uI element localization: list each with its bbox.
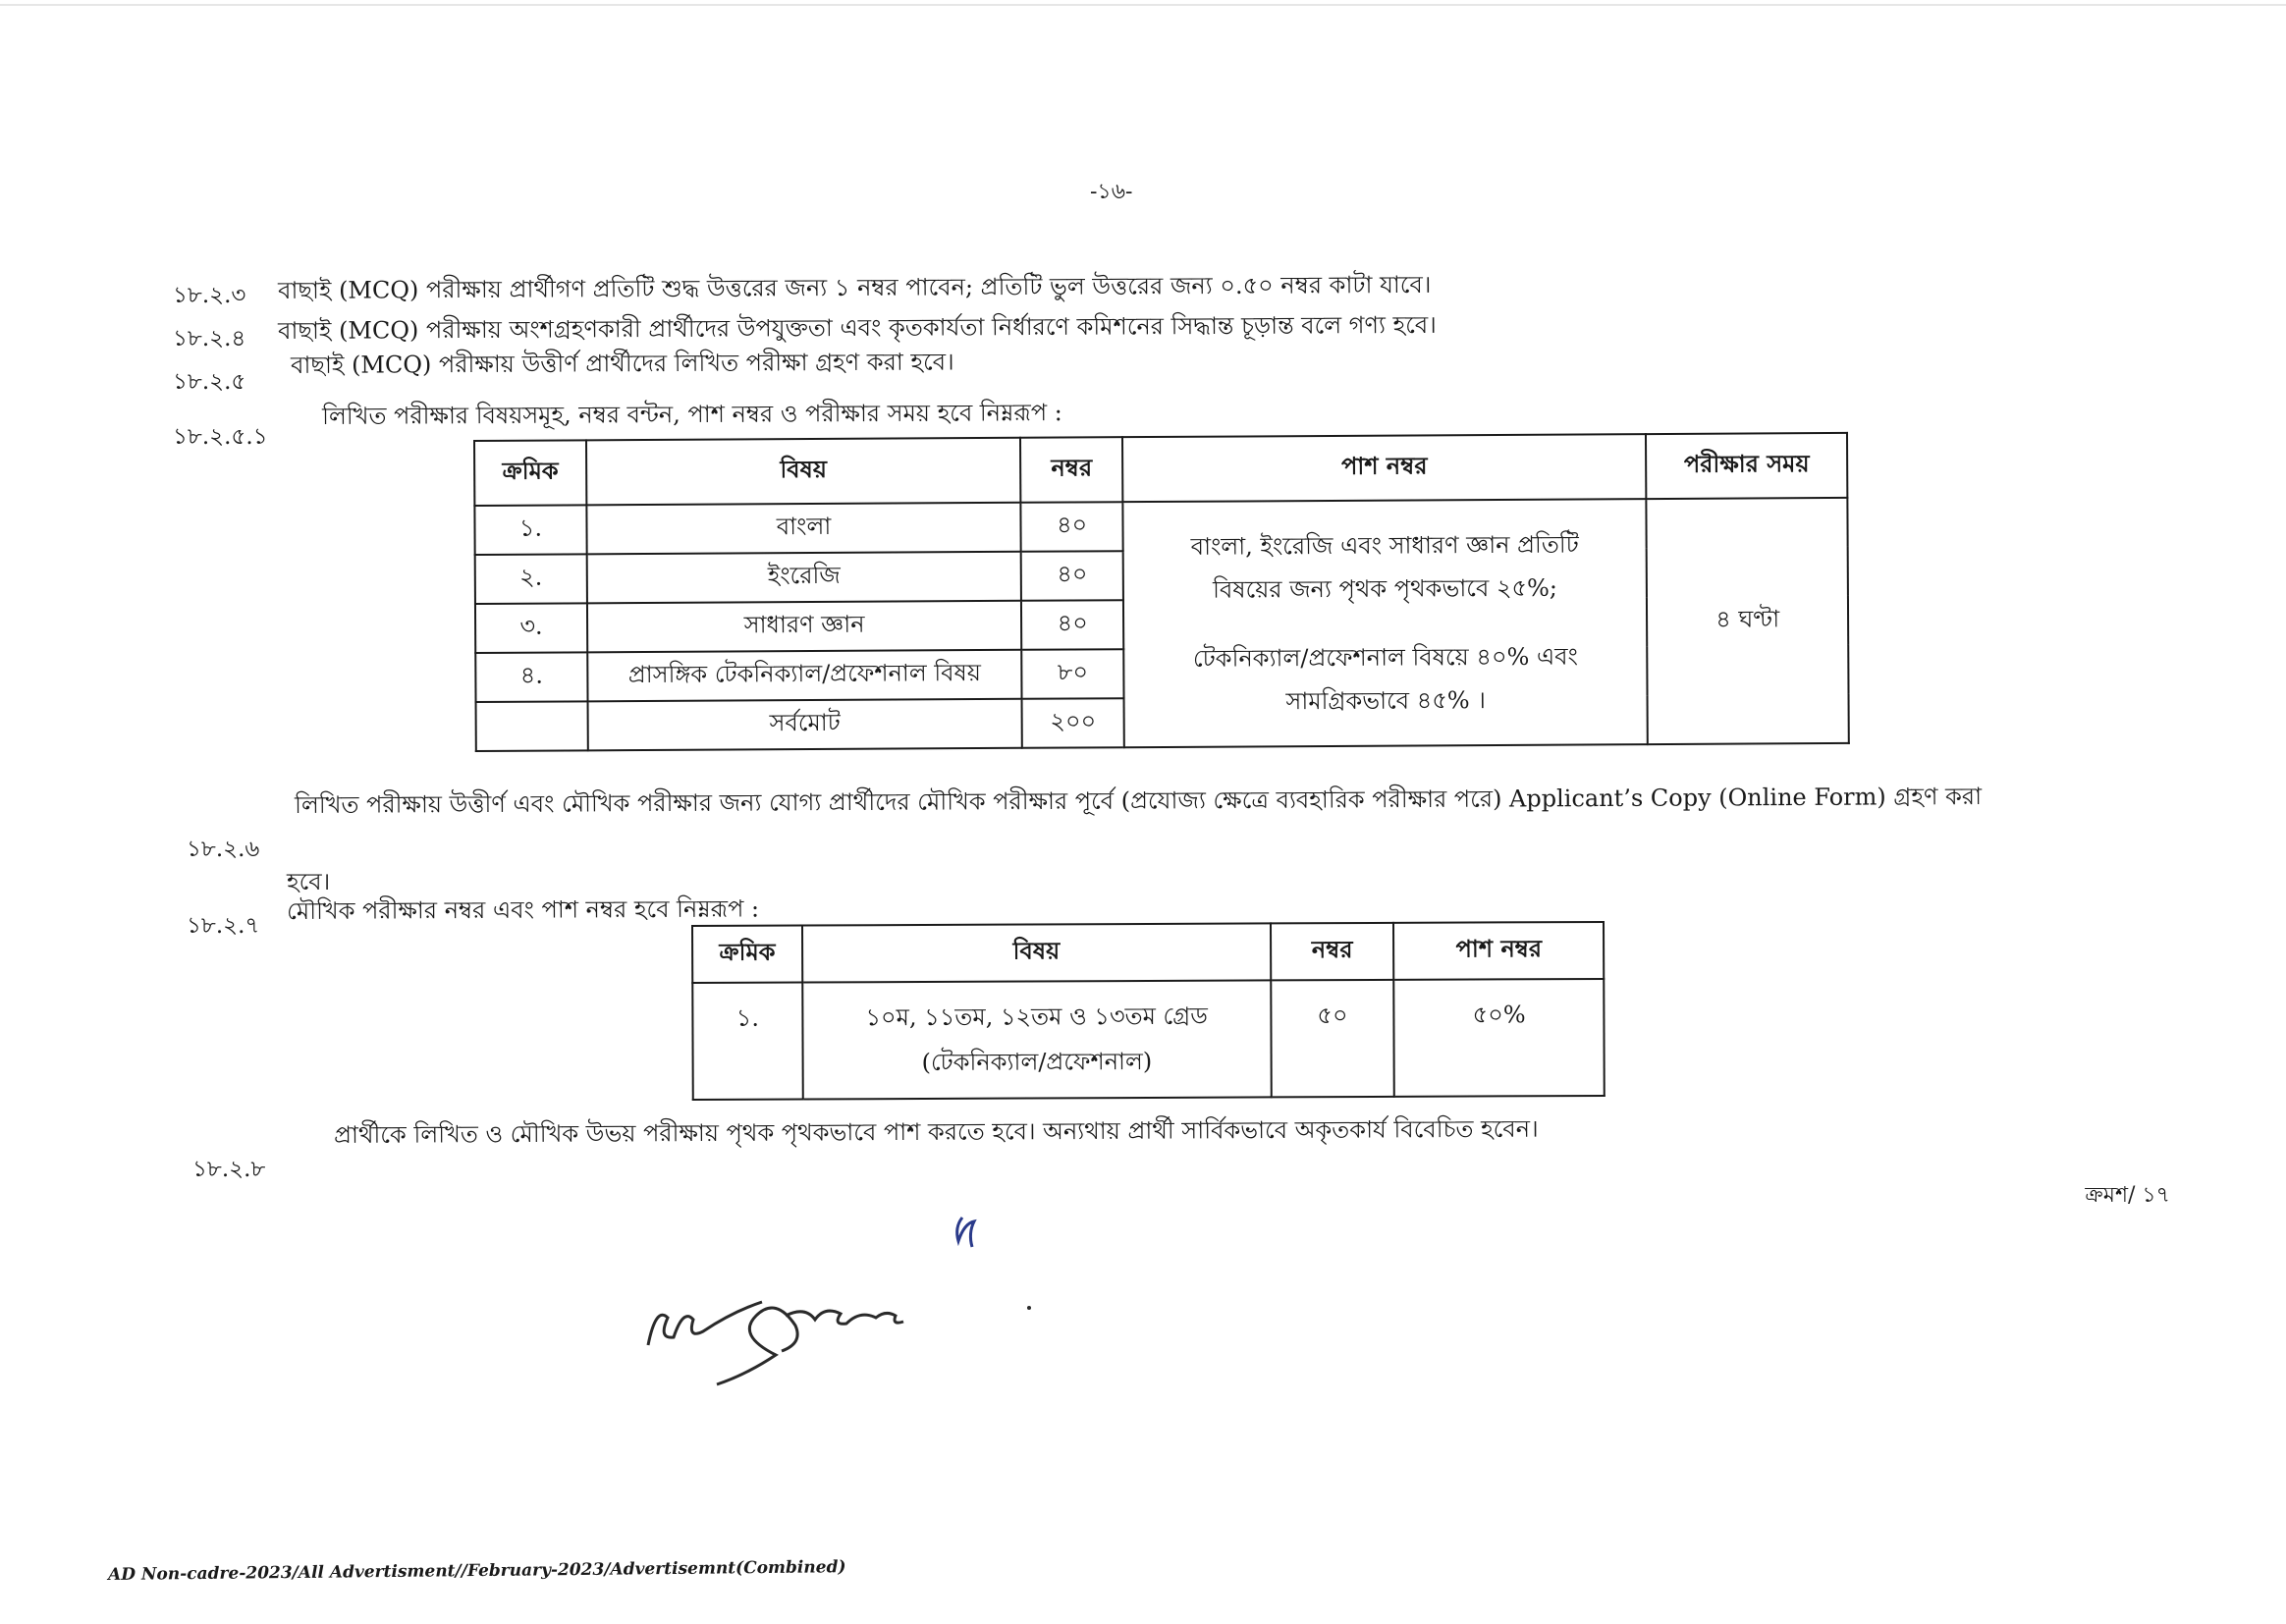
- item-number: ১৮.২.৩: [173, 283, 246, 308]
- item-number: ১৮.২.৭: [187, 913, 260, 939]
- handwritten-signature: [628, 1198, 1041, 1394]
- marks-cell: ৮০: [1021, 649, 1123, 699]
- item-text: বাছাই (MCQ) পরীক্ষায় প্রার্থীগণ প্রতিটি শুদ্ধ উত্তরের জন্য ১ নম্বর পাবেন; প্রতিটি ভুল উত্তরের জন্য ০.৫০ নম্বর কাটা যাবে।: [278, 270, 1432, 304]
- exam-time-cell: ৪ ঘণ্টা: [1647, 498, 1849, 744]
- header-pass-marks: পাশ নম্বর: [1122, 434, 1647, 502]
- item-text: বাছাই (MCQ) পরীক্ষায় অংশগ্রহণকারী প্রার্থীদের উপযুক্ততা এবং কৃতকার্যতা নির্ধারণে কমিশনের সিদ্ধান্ত চূড়ান্ত বলে গণ্য হবে।: [278, 310, 1437, 345]
- item-number: ১৮.২.৫.১: [173, 424, 268, 450]
- item-number: ১৮.২.৪: [173, 326, 246, 352]
- pass-line: টেকনিক্যাল/প্রফেশনাল বিষয়ে ৪০% এবং: [1192, 642, 1579, 673]
- marks-cell: ৪০: [1021, 502, 1123, 552]
- item-number: ১৮.২.৫: [173, 369, 246, 395]
- subject-cell: সাধারণ জ্ঞান: [587, 601, 1022, 653]
- viva-exam-table: [691, 921, 1606, 1101]
- item-text: মৌখিক পরীক্ষার নম্বর এবং পাশ নম্বর হবে নিম্নরূপ :: [287, 894, 760, 925]
- subject-cell: [802, 980, 1271, 1099]
- item-text: লিখিত পরীক্ষার বিষয়সমূহ, নম্বর বন্টন, পাশ নম্বর ও পরীক্ষার সময় হবে নিম্নরূপ :: [322, 399, 1062, 430]
- header-pass-marks: পাশ নম্বর: [1393, 922, 1604, 980]
- page-top-edge: [0, 4, 2286, 6]
- table-header-row: [692, 922, 1604, 983]
- written-exam-table: [473, 432, 1850, 752]
- serial-cell: ৪.: [475, 652, 587, 702]
- table-row: [692, 979, 1605, 1100]
- subject-line: (টেকনিক্যাল/প্রফেশনাল): [921, 1047, 1153, 1076]
- item-text: লিখিত পরীক্ষায় উত্তীর্ণ এবং মৌখিক পরীক্ষার জন্য যোগ্য প্রার্থীদের মৌখিক পরীক্ষার পূর্বে (প্রযোজ্য ক্ষেত্রে ব্যবহারিক পরীক্ষার পরে) Applicant’s Copy (Online Form) গ্রহণ করা: [295, 783, 1983, 819]
- pass-line: সামগ্রিকভাবে ৪৫% ।: [1285, 686, 1486, 716]
- page-number: -১৬-: [1090, 180, 1133, 204]
- header-serial: ক্রমিক: [692, 926, 802, 983]
- table-row: [474, 498, 1847, 555]
- serial-cell: ৩.: [475, 603, 587, 653]
- marks-cell: ৪০: [1021, 600, 1123, 650]
- pass-line: বিষয়ের জন্য পৃথক পৃথকভাবে ২৫%;: [1213, 573, 1558, 604]
- serial-cell: ১.: [474, 505, 586, 555]
- item-text: প্রার্থীকে লিখিত ও মৌখিক উভয় পরীক্ষায় পৃথক পৃথকভাবে পাশ করতে হবে। অন্যথায় প্রার্থী সার্বিকভাবে অকৃতকার্য বিবেচিত হবেন।: [334, 1114, 1539, 1149]
- pass-line: বাংলা, ইংরেজি এবং সাধারণ জ্ঞান প্রতিটি: [1190, 530, 1579, 561]
- header-subject: বিষয়: [586, 438, 1021, 506]
- subject-cell: প্রাসঙ্গিক টেকনিক্যাল/প্রফেশনাল বিষয়: [587, 650, 1022, 702]
- total-marks-cell: ২০০: [1022, 698, 1124, 748]
- serial-cell: ২.: [475, 554, 587, 604]
- continued-note: ক্রমশ/ ১৭: [2085, 1183, 2170, 1208]
- table-header-row: [474, 433, 1847, 506]
- marks-cell: ৫০: [1271, 980, 1394, 1098]
- pass-marks-cell: ৫০%: [1394, 979, 1605, 1097]
- header-exam-time: পরীক্ষার সময়: [1646, 433, 1847, 499]
- header-marks: নম্বর: [1020, 437, 1122, 503]
- serial-cell: [476, 701, 588, 751]
- item-number: ১৮.২.৬: [187, 837, 260, 862]
- item-number: ১৮.২.৮: [192, 1157, 266, 1182]
- item-text: হবে।: [287, 868, 331, 895]
- total-label-cell: সর্বমোট: [587, 699, 1022, 751]
- subject-cell: বাংলা: [586, 503, 1021, 555]
- footer-reference: AD Non-cadre-2023/All Advertisment//February-2023/Advertisemnt(Combined): [108, 1557, 846, 1585]
- serial-cell: ১.: [692, 983, 802, 1100]
- header-subject: বিষয়: [802, 923, 1271, 982]
- header-marks: নম্বর: [1271, 923, 1394, 981]
- item-text: বাছাই (MCQ) পরীক্ষায় উত্তীর্ণ প্রার্থীদের লিখিত পরীক্ষা গ্রহণ করা হবে।: [291, 348, 954, 379]
- pass-marks-cell: [1122, 499, 1648, 747]
- subject-line: ১০ম, ১১তম, ১২তম ও ১৩তম গ্রেড: [865, 1001, 1208, 1032]
- subject-cell: ইংরেজি: [587, 552, 1022, 604]
- header-serial: ক্রমিক: [474, 440, 586, 506]
- marks-cell: ৪০: [1021, 551, 1123, 601]
